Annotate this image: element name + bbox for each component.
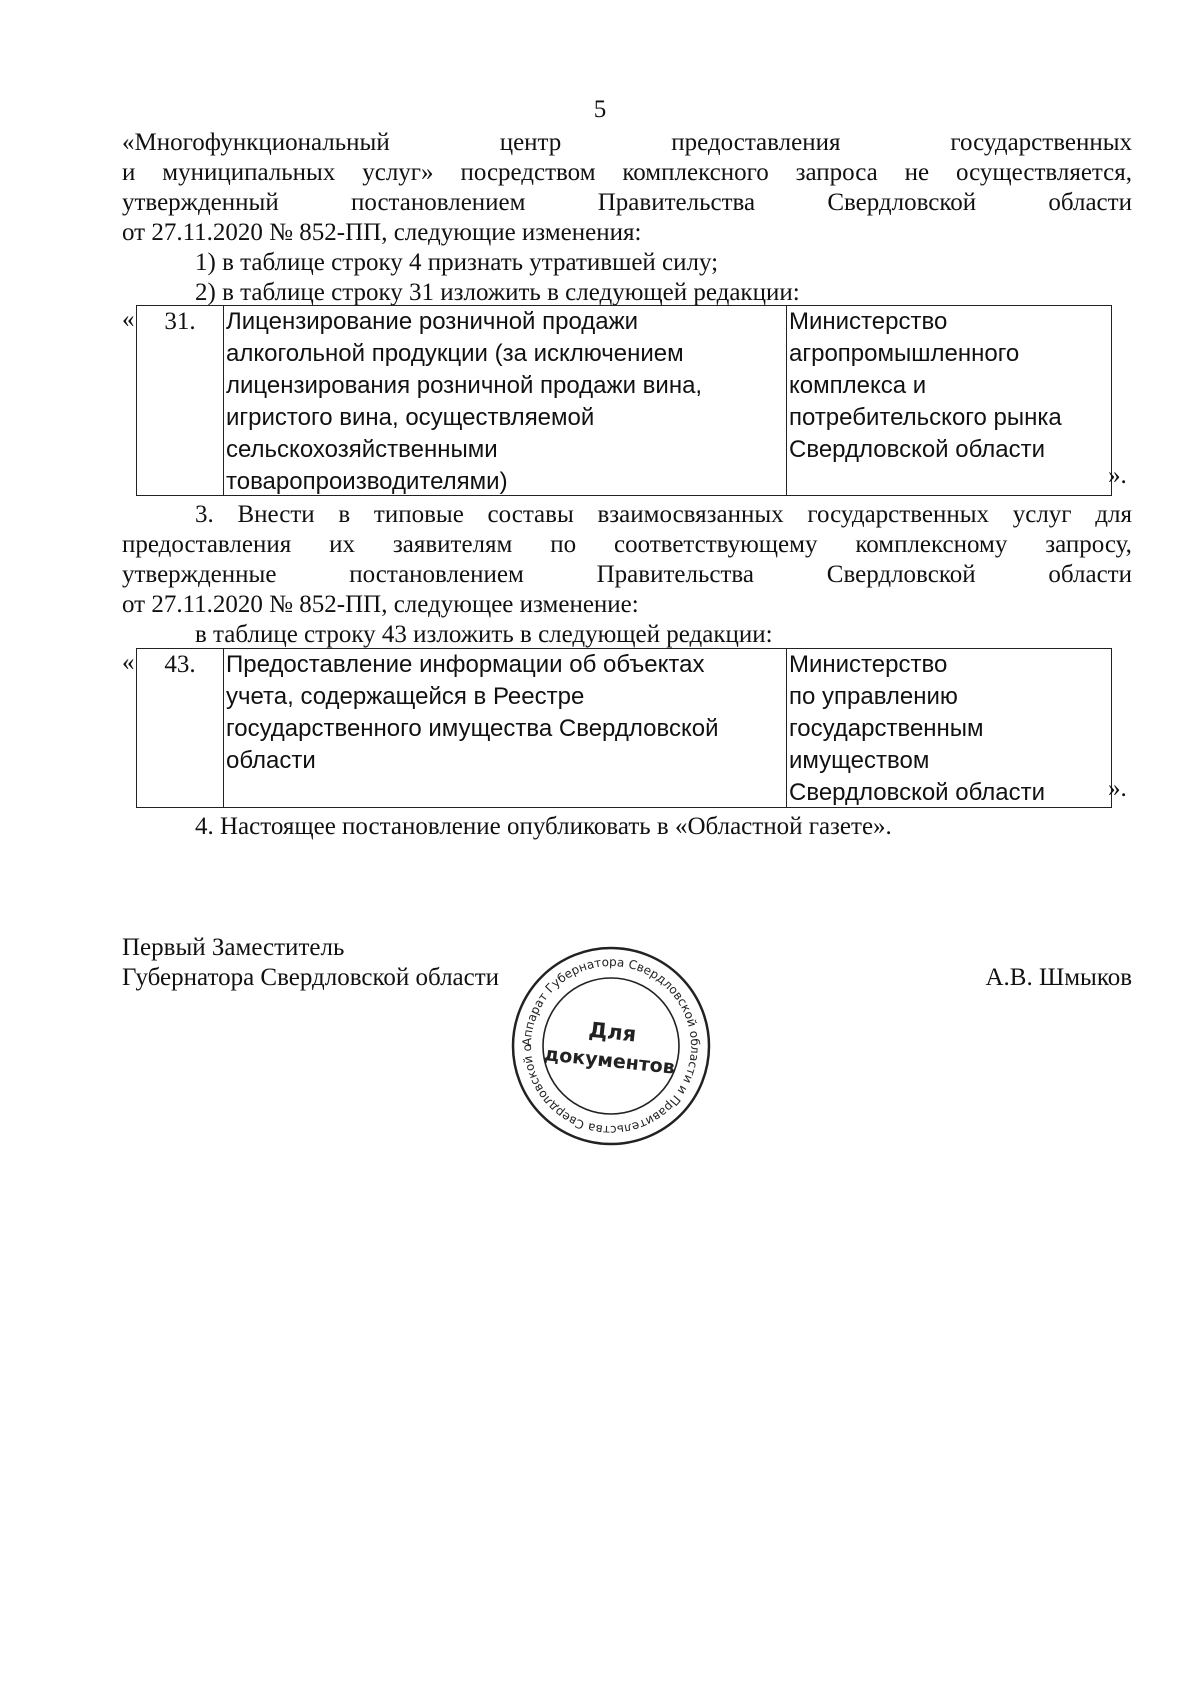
word: утвержденный	[122, 189, 279, 216]
para3-line2	[122, 530, 1132, 560]
word: осуществляется,	[955, 159, 1132, 186]
word: взаимосвязанных	[597, 501, 784, 528]
para4: 4. Настоящее постановление опубликовать в «Областной газете».	[195, 813, 892, 840]
page-number: 5	[593, 96, 607, 123]
document-stamp	[510, 945, 712, 1147]
table1-authority	[787, 306, 1111, 495]
table2-service-line: Предоставление информации об объектах	[226, 651, 705, 678]
table1-service-line: алкогольной продукции (за исключением	[226, 340, 684, 367]
word: постановлением	[350, 189, 526, 216]
word: услуг»	[362, 159, 434, 186]
word: Правительства	[597, 189, 756, 216]
table1-close-quote: ».	[1108, 462, 1127, 489]
signature-name: А.В. Шмыков	[985, 964, 1132, 991]
table1-service-line: сельскохозяйственными	[226, 436, 498, 463]
para1-line3	[122, 188, 1132, 218]
table1-service-line: игристого вина, осуществляемой	[226, 404, 595, 431]
signature-position-line1: Первый Заместитель	[122, 934, 345, 961]
stamp-center-line2: документов	[542, 1043, 676, 1079]
table2-authority	[787, 649, 1111, 807]
word: для	[1095, 501, 1132, 528]
table1-authority-line: потребительского рынка	[789, 404, 1062, 431]
table2-authority-line: по управлению	[789, 683, 958, 710]
word: центр	[499, 129, 562, 156]
signature-position-line2: Губернатора Свердловской области	[122, 964, 500, 991]
table2-service	[224, 649, 787, 807]
table2-authority-line: Министерство	[789, 651, 948, 678]
table1-authority-line: комплекса и	[789, 372, 927, 399]
word: услуг	[1012, 501, 1072, 528]
table1-service-line: товаропроизводителями)	[226, 468, 508, 495]
para3-line1	[195, 500, 1132, 530]
table1-service-line: лицензирования розничной продажи вина,	[226, 372, 703, 399]
word: типовые	[373, 501, 464, 528]
table1-service-line: Лицензирование розничной продажи	[226, 308, 639, 335]
table1-authority-line: Свердловской области	[789, 436, 1046, 463]
word: комплексному	[855, 531, 1008, 558]
table1-open-quote: «	[122, 306, 135, 333]
word: муниципальных	[162, 159, 336, 186]
word: «Многофункциональный	[122, 129, 390, 156]
word: предоставления	[671, 129, 841, 156]
stamp-ring-text: Аппарат Губернатора Свердловской области и Правительства Свердловской о	[519, 954, 703, 1138]
para1-line4: от 27.11.2020 № 852-ПП, следующие изменения:	[122, 219, 642, 246]
stamp-graphic	[510, 945, 712, 1147]
para3-line4: от 27.11.2020 № 852-ПП, следующее изменение:	[122, 591, 639, 618]
table2-service-line: области	[226, 747, 316, 774]
word: в	[338, 501, 351, 528]
table2-authority-line: имуществом	[789, 747, 930, 774]
table2-service-line: государственного имущества Свердловской	[226, 715, 719, 742]
word: утвержденные	[122, 561, 277, 588]
word: Правительства	[596, 561, 754, 588]
para3-line3	[122, 560, 1132, 590]
word: соответствующему	[613, 531, 818, 558]
word: их	[329, 531, 355, 558]
stamp-center-line1: Для	[587, 1017, 638, 1047]
word: по	[550, 531, 577, 558]
para1-item2: 2) в таблице строку 31 изложить в следующей редакции:	[195, 279, 800, 306]
table2-service-line: учета, содержащейся в Реестре	[226, 683, 585, 710]
word: заявителям	[392, 531, 513, 558]
word: комплексного	[622, 159, 769, 186]
table1-number: 31.	[137, 306, 224, 495]
word: не	[904, 159, 930, 186]
table2	[136, 648, 1112, 808]
para3-line5: в таблице строку 43 изложить в следующей редакции:	[195, 621, 773, 648]
word: запросу,	[1045, 531, 1132, 558]
table2-close-quote: ».	[1108, 775, 1127, 802]
table2-number: 43.	[137, 649, 224, 807]
table1-authority-line: Министерство	[789, 308, 948, 335]
word: постановлением	[349, 561, 524, 588]
word: Свердловской	[827, 189, 977, 216]
word: посредством	[460, 159, 596, 186]
word: и	[122, 159, 136, 186]
para1-line2	[122, 158, 1132, 188]
word: области	[1048, 189, 1132, 216]
table2-authority-line: Свердловской области	[789, 779, 1046, 806]
word: государственных	[807, 501, 989, 528]
table1-service	[224, 306, 787, 495]
word: Свердловской	[826, 561, 976, 588]
word: составы	[487, 501, 574, 528]
table2-authority-line: государственным	[789, 715, 984, 742]
table1-authority-line: агропромышленного	[789, 340, 1020, 367]
word: области	[1048, 561, 1132, 588]
table1	[136, 305, 1112, 496]
word: 3.	[195, 501, 214, 528]
word: предоставления	[122, 531, 292, 558]
para1-item1: 1) в таблице строку 4 признать утратившей силу;	[195, 249, 719, 276]
para1-line1	[122, 128, 1132, 158]
word: государственных	[950, 129, 1132, 156]
word: Внести	[237, 501, 315, 528]
table2-open-quote: «	[122, 649, 135, 676]
word: запроса	[795, 159, 878, 186]
